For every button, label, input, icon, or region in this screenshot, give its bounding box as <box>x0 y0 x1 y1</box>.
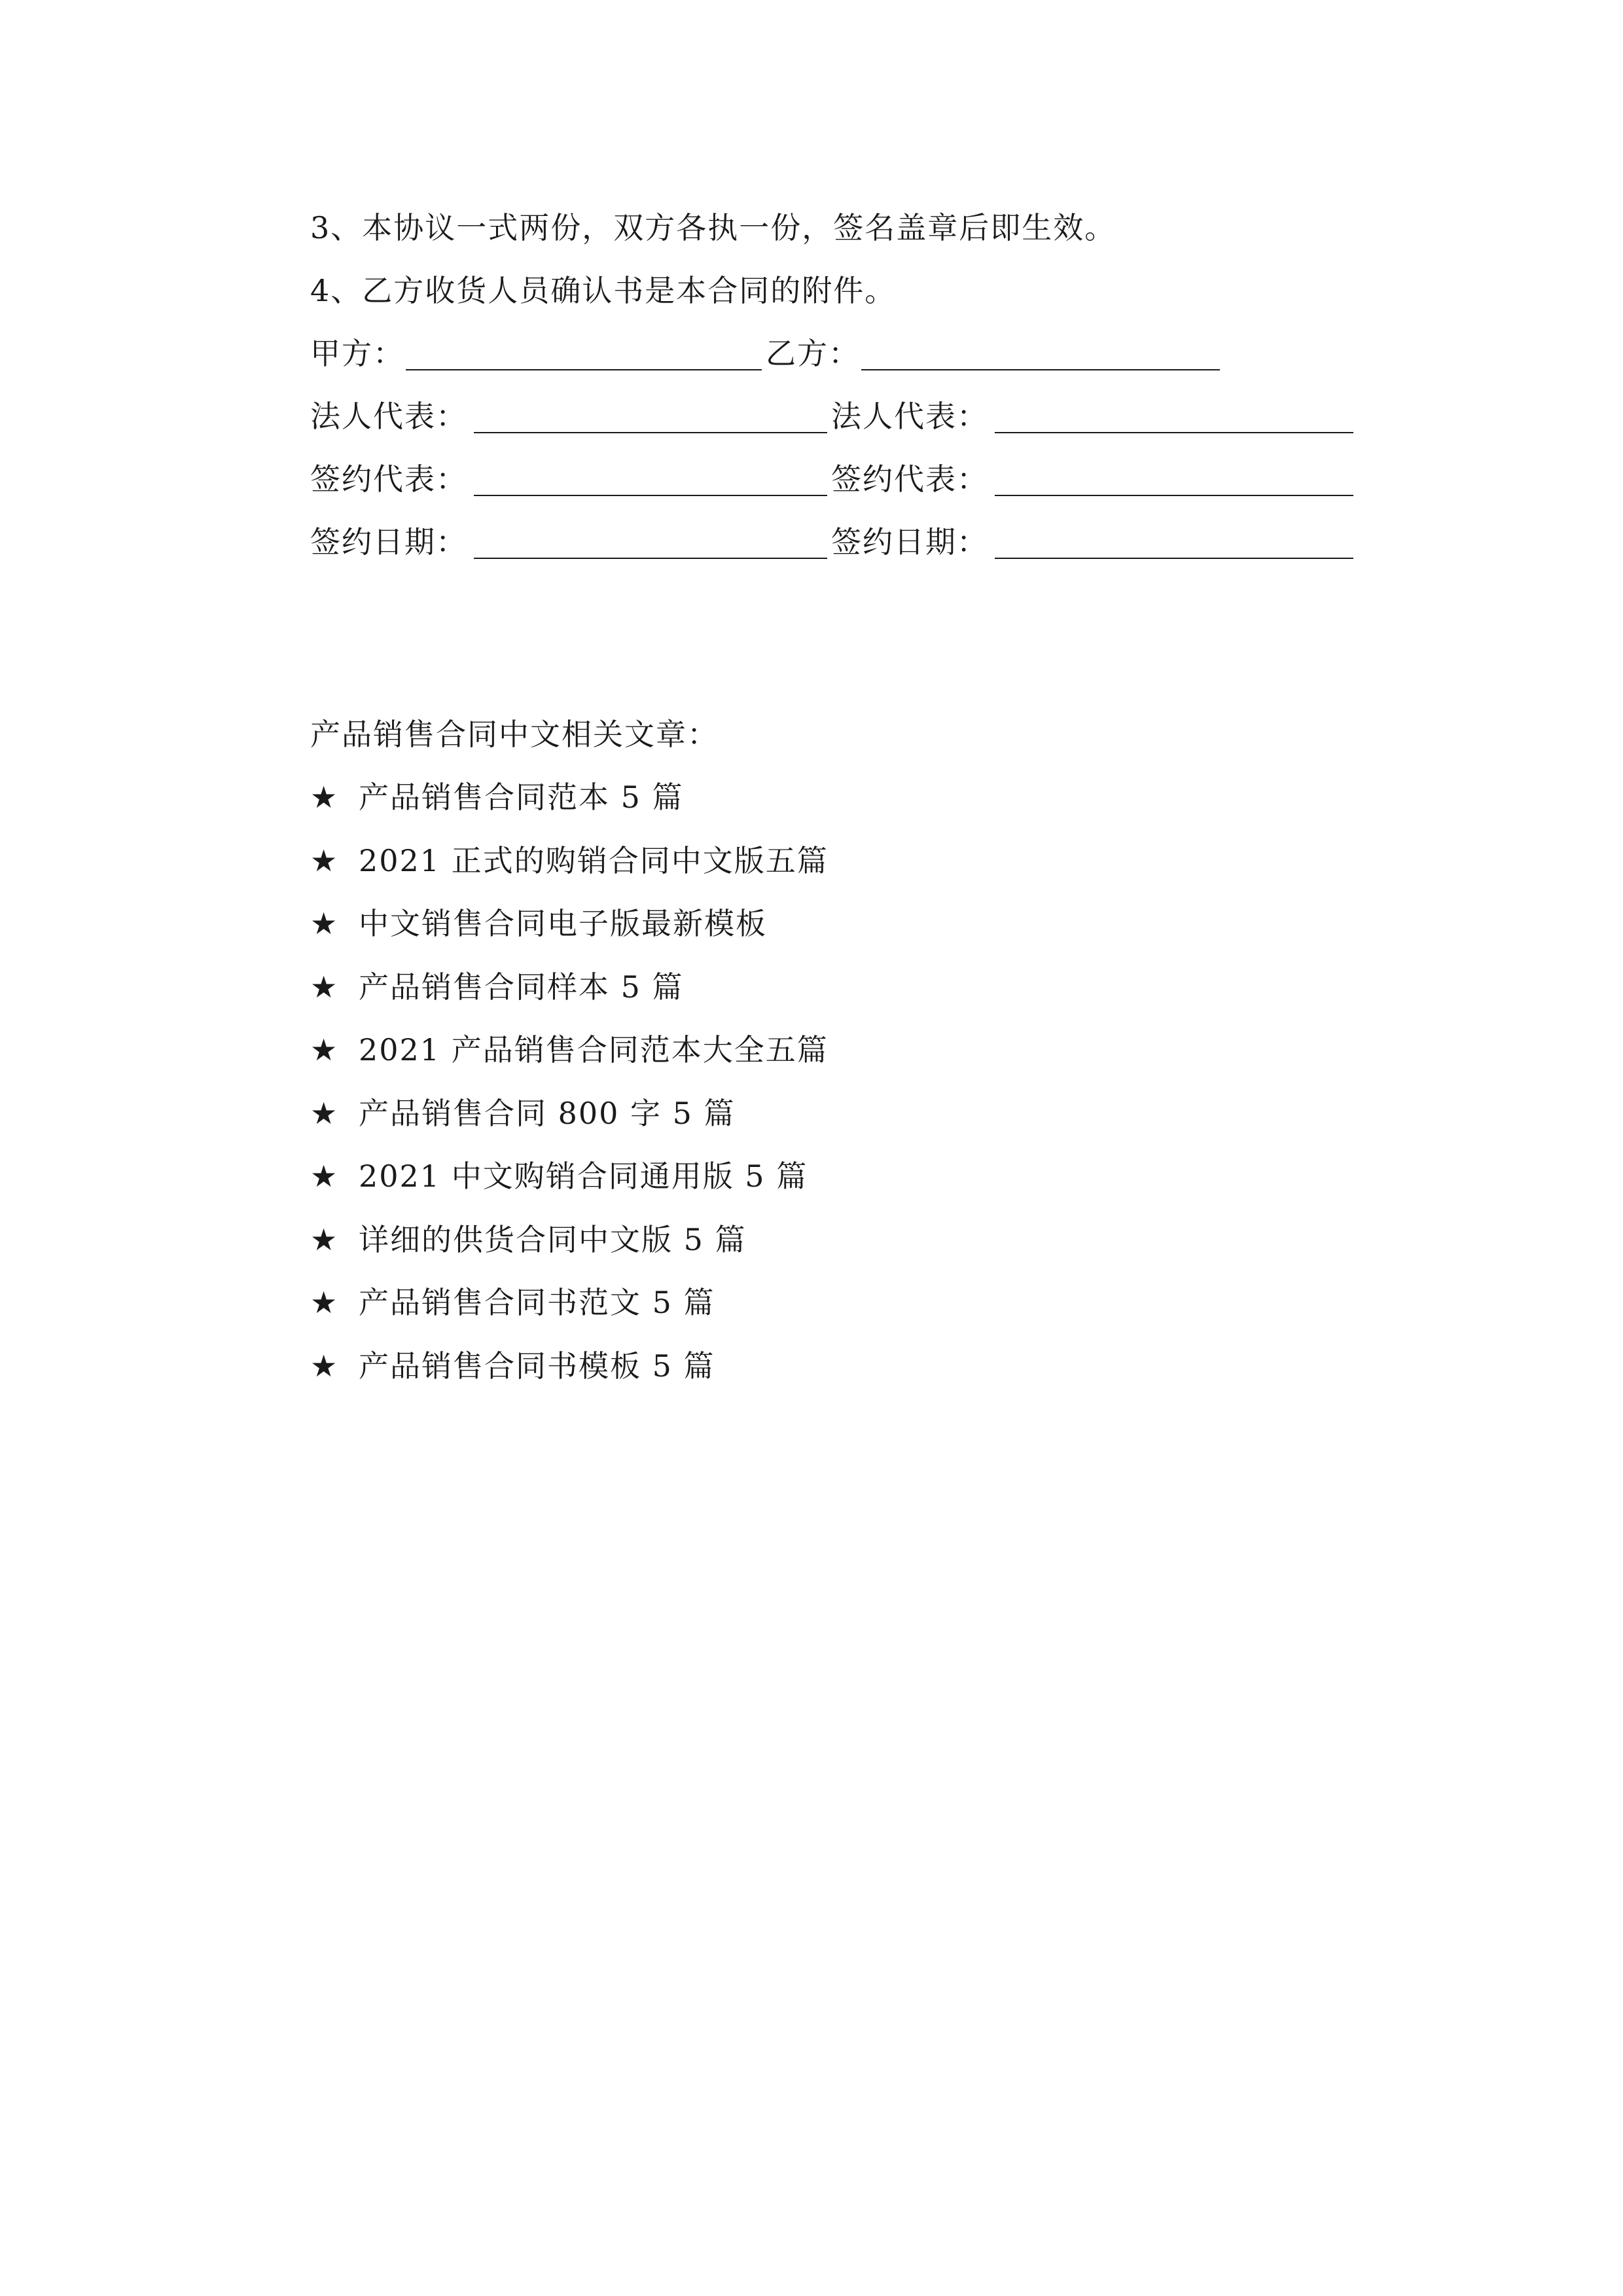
signature-row-sign-date <box>310 522 1357 562</box>
signature-row-sign-rep <box>310 459 1357 499</box>
sign-date-a-blank <box>474 522 827 559</box>
star-icon: ★ <box>310 1348 338 1384</box>
legal-rep-b-blank <box>995 397 1353 433</box>
related-item[interactable] <box>310 778 684 817</box>
related-item[interactable] <box>310 1283 715 1322</box>
star-icon: ★ <box>310 1285 338 1320</box>
clause-3: 3、本协议一式两份，双方各执一份，签名盖章后即生效。 <box>310 210 1116 245</box>
party-a-label: 甲方： <box>310 336 404 371</box>
legal-rep-a-blank <box>474 397 827 433</box>
sign-date-b-blank <box>995 522 1353 559</box>
signature-row-legal-rep <box>310 397 1357 436</box>
star-icon: ★ <box>310 1032 338 1067</box>
sign-rep-b-label: 签约代表： <box>831 461 988 497</box>
related-item[interactable] <box>310 841 829 880</box>
related-item-label: 产品销售合同样本 5 篇 <box>359 969 684 1005</box>
star-icon: ★ <box>310 969 338 1005</box>
clause-4: 4、乙方收货人员确认书是本合同的附件。 <box>310 273 897 308</box>
sign-rep-a-blank <box>474 459 827 496</box>
related-item[interactable] <box>310 1220 747 1259</box>
star-icon: ★ <box>310 780 338 815</box>
related-item[interactable] <box>310 904 767 943</box>
related-item-label: 中文销售合同电子版最新模板 <box>359 906 767 941</box>
sign-rep-b-blank <box>995 459 1353 496</box>
party-b-blank <box>861 334 1220 370</box>
sign-rep-a-label: 签约代表： <box>310 461 467 497</box>
party-b-label: 乙方： <box>766 336 860 371</box>
star-icon: ★ <box>310 906 338 941</box>
related-heading: 产品销售合同中文相关文章： <box>310 717 719 752</box>
related-item-label: 2021 中文购销合同通用版 5 篇 <box>359 1158 808 1194</box>
signature-row-parties <box>310 334 1357 373</box>
related-item-label: 产品销售合同书模板 5 篇 <box>359 1348 715 1384</box>
related-item-label: 产品销售合同范本 5 篇 <box>359 780 684 815</box>
sign-date-b-label: 签约日期： <box>831 524 988 560</box>
star-icon: ★ <box>310 1158 338 1194</box>
related-item[interactable] <box>310 1346 715 1386</box>
sign-date-a-label: 签约日期： <box>310 524 467 560</box>
related-item[interactable] <box>310 1157 808 1196</box>
star-icon: ★ <box>310 1096 338 1131</box>
star-icon: ★ <box>310 1222 338 1257</box>
related-item[interactable] <box>310 967 684 1007</box>
legal-rep-a-label: 法人代表： <box>310 399 467 434</box>
related-item[interactable] <box>310 1094 736 1133</box>
related-item-label: 2021 产品销售合同范本大全五篇 <box>359 1032 829 1067</box>
related-item-label: 产品销售合同书范文 5 篇 <box>359 1285 715 1320</box>
related-item[interactable] <box>310 1030 829 1069</box>
related-item-label: 产品销售合同 800 字 5 篇 <box>359 1096 736 1131</box>
related-item-label: 2021 正式的购销合同中文版五篇 <box>359 843 829 878</box>
star-icon: ★ <box>310 843 338 878</box>
party-a-blank <box>406 334 762 370</box>
related-item-label: 详细的供货合同中文版 5 篇 <box>359 1222 747 1257</box>
legal-rep-b-label: 法人代表： <box>831 399 988 434</box>
